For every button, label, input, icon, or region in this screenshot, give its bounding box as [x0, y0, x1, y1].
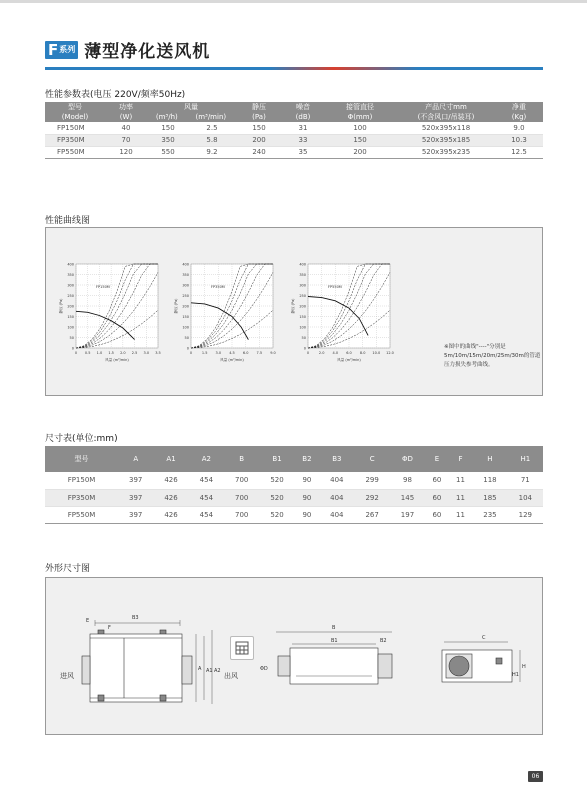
table-cell: 11	[449, 489, 473, 506]
y-tick-label: 0	[71, 346, 74, 351]
y-axis-label: 静压 (Pa)	[291, 298, 295, 314]
table-cell: FP350M	[45, 489, 118, 506]
curve-chart-FP550M	[290, 263, 394, 363]
table-cell: 235	[472, 506, 507, 523]
table-cell: 454	[189, 489, 224, 506]
y-tick-label: 250	[67, 294, 74, 298]
table-cell: 426	[153, 489, 188, 506]
dim-col-header: A	[118, 446, 153, 472]
dim-col-header: B2	[295, 446, 319, 472]
curve-chart-FP150M	[58, 263, 161, 363]
y-tick-label: 300	[299, 283, 306, 288]
x-tick-label: 0.5	[84, 351, 91, 355]
dim-col-header: F	[449, 446, 473, 472]
col-power: 功率 (W)	[105, 102, 147, 122]
table-cell: 299	[354, 472, 389, 489]
table-cell: 129	[508, 506, 543, 523]
outline-drawing	[46, 578, 544, 736]
dim-col-header: B3	[319, 446, 354, 472]
y-tick-label: 100	[182, 325, 189, 330]
x-axis-label: 风量 (m³/min)	[337, 358, 361, 362]
y-tick-label: 250	[299, 294, 306, 298]
y-tick-label: 300	[67, 283, 74, 288]
x-tick-label: 6.0	[242, 351, 249, 355]
label-B1: B1	[331, 638, 338, 644]
table-cell: 520	[259, 506, 294, 523]
x-tick-label: 8.0	[359, 351, 366, 355]
y-tick-label: 400	[182, 262, 189, 267]
table-cell: 520	[259, 472, 294, 489]
curves-panel	[45, 227, 543, 396]
table-cell: 267	[354, 506, 389, 523]
table-cell: 700	[224, 506, 259, 523]
y-tick-label: 400	[67, 262, 74, 267]
table-row	[45, 489, 543, 506]
table-row	[45, 506, 543, 523]
y-tick-label: 200	[67, 304, 74, 309]
label-A: A	[198, 666, 202, 672]
col-model: 型号 (Model)	[45, 102, 105, 122]
table-cell: 90	[295, 506, 319, 523]
table-row: FP150M 40 150 2.5 150 31 100 520x395x118 9.0	[45, 122, 543, 134]
y-tick-label: 50	[301, 336, 306, 340]
series-badge	[45, 41, 78, 59]
x-tick-label: 1.5	[108, 351, 114, 355]
dimensions-section-title: 尺寸表(单位:mm)	[45, 434, 118, 444]
dim-col-header: H1	[508, 446, 543, 472]
table-cell: 60	[425, 472, 449, 489]
x-tick-label: 3.5	[155, 351, 161, 355]
page-header	[45, 37, 210, 62]
x-tick-label: 2.0	[120, 351, 126, 355]
y-tick-label: 0	[303, 346, 306, 351]
table-cell: 520	[259, 489, 294, 506]
curve-model-label: FP550M	[328, 285, 342, 289]
y-tick-label: 350	[67, 273, 74, 277]
y-axis-label: 静压 (Pa)	[174, 298, 178, 314]
label-inlet: 进风	[60, 672, 74, 680]
top-border	[0, 0, 587, 3]
x-axis-label: 风量 (m³/min)	[105, 358, 129, 362]
table-cell: 292	[354, 489, 389, 506]
y-tick-label: 100	[299, 325, 306, 330]
label-H1: H1	[512, 672, 519, 678]
curves-section-title: 性能曲线图	[45, 216, 91, 226]
table-row	[45, 472, 543, 489]
label-H: H	[522, 664, 526, 670]
col-noise: 噪音 (dB)	[283, 102, 323, 122]
label-B: B	[332, 625, 336, 631]
col-size: 产品尺寸mm (不含风口/吊装耳)	[397, 102, 495, 122]
dimensions-table	[45, 446, 543, 524]
table-cell: 11	[449, 472, 473, 489]
table-cell: 700	[224, 472, 259, 489]
label-C: C	[482, 635, 486, 641]
table-cell: 426	[153, 506, 188, 523]
y-axis-label: 静压 (Pa)	[59, 298, 63, 314]
x-tick-label: 1.5	[201, 351, 208, 355]
y-tick-label: 200	[182, 304, 189, 309]
table-cell: 700	[224, 489, 259, 506]
y-tick-label: 350	[299, 273, 306, 277]
table-cell: 90	[295, 472, 319, 489]
y-tick-label: 150	[299, 315, 306, 319]
table-row: FP350M 70 350 5.8 200 33 150 520x395x185 10.3	[45, 134, 543, 146]
x-tick-label: 4.5	[229, 351, 235, 355]
y-tick-label: 400	[299, 262, 306, 267]
dim-col-header: B	[224, 446, 259, 472]
curve-model-label: FP350M	[211, 285, 225, 289]
x-tick-label: 3.0	[143, 351, 150, 355]
label-B2: B2	[380, 638, 387, 644]
label-A2: A2	[214, 668, 221, 674]
table-cell: FP550M	[45, 506, 118, 523]
table-cell: 397	[118, 489, 153, 506]
outline-section-title: 外形尺寸图	[45, 564, 91, 574]
col-pipe-diameter: 接管直径 Φ(mm)	[323, 102, 397, 122]
page-number: 06	[528, 771, 543, 782]
table-cell: 397	[118, 506, 153, 523]
table-cell: 426	[153, 472, 188, 489]
table-cell: 404	[319, 506, 354, 523]
airflow-unit-h: (m³/h)	[155, 113, 178, 121]
table-cell: 90	[295, 489, 319, 506]
dim-col-header: A1	[153, 446, 188, 472]
label-B3: B3	[132, 615, 139, 621]
col-weight: 净重 (Kg)	[495, 102, 543, 122]
label-A1: A1	[206, 668, 213, 674]
page-title: 薄型净化送风机	[84, 42, 211, 62]
y-tick-label: 50	[184, 336, 189, 340]
y-tick-label: 250	[182, 294, 189, 298]
title-rule	[45, 67, 543, 70]
end-view	[442, 635, 526, 682]
label-D: ΦD	[260, 666, 268, 672]
label-outlet: 出风	[224, 672, 238, 680]
table-cell: 145	[390, 489, 425, 506]
x-tick-label: 7.5	[256, 351, 263, 355]
table-cell: FP150M	[45, 472, 118, 489]
y-tick-label: 150	[67, 315, 74, 319]
performance-curves	[46, 228, 544, 397]
table-cell: 118	[472, 472, 507, 489]
y-tick-label: 150	[182, 315, 189, 319]
y-tick-label: 100	[67, 325, 74, 330]
curve-chart-FP350M	[173, 263, 276, 363]
y-tick-label: 200	[299, 304, 306, 309]
table-cell: 60	[425, 489, 449, 506]
x-tick-label: 0	[74, 351, 78, 355]
x-tick-label: 10.0	[372, 351, 381, 355]
y-tick-label: 300	[182, 283, 189, 288]
table-cell: 404	[319, 472, 354, 489]
dim-col-header: ΦD	[390, 446, 425, 472]
table-cell: 104	[508, 489, 543, 506]
label-E: E	[86, 618, 90, 624]
table-cell: 454	[189, 506, 224, 523]
col-airflow: 风量 (m³/h) (m³/min)	[147, 102, 235, 122]
x-tick-label: 1.0	[96, 351, 103, 355]
front-view	[260, 625, 392, 684]
table-grid-icon[interactable]	[230, 636, 254, 660]
performance-section-title: 性能参数表(电压 220V/频率50Hz)	[45, 90, 186, 100]
series-word: 系列	[59, 44, 76, 54]
x-tick-label: 4.0	[332, 351, 339, 355]
table-cell: 197	[390, 506, 425, 523]
x-tick-label: 0	[306, 351, 310, 355]
airflow-unit-min: (m³/min)	[195, 113, 227, 121]
col-static-pressure: 静压 (Pa)	[235, 102, 283, 122]
y-tick-label: 50	[69, 336, 74, 340]
outline-panel	[45, 577, 543, 735]
table-cell: 71	[508, 472, 543, 489]
x-tick-label: 2.0	[318, 351, 325, 355]
dim-col-header: E	[425, 446, 449, 472]
table-cell: 98	[390, 472, 425, 489]
x-tick-label: 9.0	[270, 351, 276, 355]
curves-note: ※图中的曲线"----"分别是5m/10m/15m/20m/25m/30m的管道压力损失参考曲线。	[444, 344, 541, 368]
side-view	[60, 615, 238, 704]
x-tick-label: 2.5	[131, 351, 138, 355]
series-letter: F	[48, 40, 59, 59]
table-cell: 454	[189, 472, 224, 489]
table-cell: 60	[425, 506, 449, 523]
dim-col-header: C	[354, 446, 389, 472]
y-tick-label: 350	[182, 273, 189, 277]
table-cell: 397	[118, 472, 153, 489]
x-axis-label: 风量 (m³/min)	[220, 358, 244, 362]
table-cell: 404	[319, 489, 354, 506]
x-tick-label: 6.0	[346, 351, 352, 355]
x-tick-label: 0	[189, 351, 193, 355]
dim-col-header: A2	[189, 446, 224, 472]
dim-col-header: 型号	[45, 446, 118, 472]
x-tick-label: 3.0	[215, 351, 222, 355]
dim-col-header: B1	[259, 446, 294, 472]
table-row: FP550M 120 550 9.2 240 35 200 520x395x235 12.5	[45, 146, 543, 158]
table-cell: 11	[449, 506, 473, 523]
table-cell: 185	[472, 489, 507, 506]
performance-table	[45, 102, 543, 159]
curve-model-label: FP150M	[96, 285, 110, 289]
x-tick-label: 12.0	[386, 351, 394, 355]
label-F: F	[108, 625, 111, 631]
dim-col-header: H	[472, 446, 507, 472]
y-tick-label: 0	[186, 346, 189, 351]
